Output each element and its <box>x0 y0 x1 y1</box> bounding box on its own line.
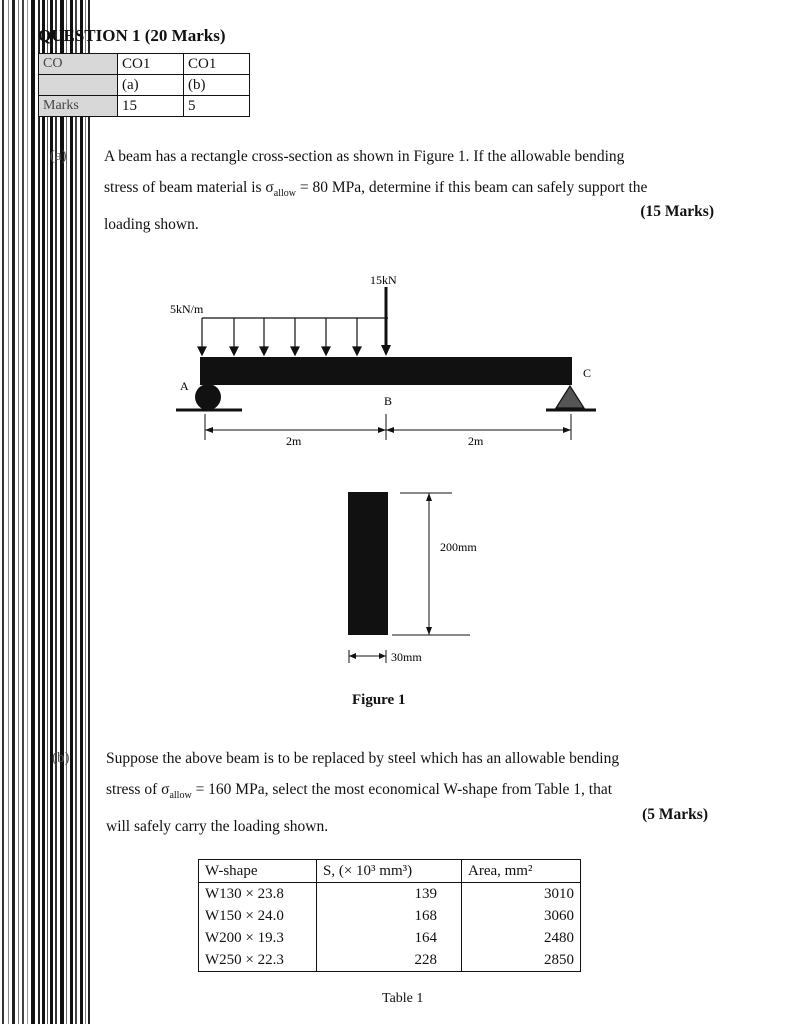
table-cell: 3010 <box>462 883 581 906</box>
part-a-line-2-post: = 80 MPa, determine if this beam can safely support the <box>296 179 648 196</box>
part-b-line-3: will safely carry the loading shown. <box>106 818 329 836</box>
part-b-line-2 <box>106 774 714 811</box>
span-2-label: 2m <box>468 434 484 448</box>
sigma-subscript: allow <box>273 188 296 200</box>
beam <box>200 357 572 385</box>
table-row <box>199 927 581 949</box>
part-a-label: (a) <box>50 148 67 164</box>
part-b-text <box>106 743 714 842</box>
co-table <box>38 53 250 117</box>
table-cell: 228 <box>317 949 462 972</box>
co-cell: CO1 <box>118 54 184 75</box>
co-table-row <box>39 54 250 75</box>
part-b-line-2-post: = 160 MPa, select the most economical W-shape from Table 1, that <box>191 781 613 798</box>
table-row <box>199 905 581 927</box>
co-cell: (a) <box>118 75 184 96</box>
co-cell: CO1 <box>184 54 250 75</box>
part-b-label: (b) <box>52 750 70 766</box>
point-load-label: 15kN <box>370 273 397 287</box>
figure-1-caption: Figure 1 <box>352 692 406 708</box>
co-table-row <box>39 96 250 117</box>
w-shape-table <box>198 859 581 972</box>
part-a-line-2-pre: stress of beam material is σ <box>104 179 274 196</box>
table-row <box>199 883 581 906</box>
table-header: Area, mm² <box>462 860 581 883</box>
table-cell: W130 × 23.8 <box>199 883 317 906</box>
depth-label: 200mm <box>440 540 477 554</box>
table-row <box>199 949 581 972</box>
part-a-line-3: loading shown. <box>104 216 199 234</box>
table-cell: 164 <box>317 927 462 949</box>
table-cell: W150 × 24.0 <box>199 905 317 927</box>
span-1-label: 2m <box>286 434 302 448</box>
support-c <box>556 386 584 408</box>
table-cell: 139 <box>317 883 462 906</box>
point-b-label: B <box>384 394 393 408</box>
udl-arrows <box>198 318 361 355</box>
table-cell: W250 × 22.3 <box>199 949 317 972</box>
udl-label: 5kN/m <box>170 302 204 316</box>
table-cell: 2850 <box>462 949 581 972</box>
table-cell: 2480 <box>462 927 581 949</box>
part-a-text <box>104 141 722 240</box>
table-1-caption: Table 1 <box>382 991 424 1006</box>
point-a-label: A <box>180 379 189 393</box>
co-cell: 5 <box>184 96 250 117</box>
part-a-line-1: A beam has a rectangle cross-section as shown in Figure 1. If the allowable bending <box>104 148 625 165</box>
part-a-line-2 <box>104 172 722 209</box>
point-load-arrowhead <box>381 345 391 356</box>
point-c-label: C <box>583 366 592 380</box>
sigma-subscript: allow <box>169 790 192 802</box>
table-cell: W200 × 19.3 <box>199 927 317 949</box>
table-header: S, (× 10³ mm³) <box>317 860 462 883</box>
support-a <box>195 384 221 410</box>
co-cell: 15 <box>118 96 184 117</box>
table-cell: 3060 <box>462 905 581 927</box>
figure-1-diagram <box>160 265 620 685</box>
table-header: W-shape <box>199 860 317 883</box>
co-table-row <box>39 75 250 96</box>
part-b-marks: (5 Marks) <box>642 806 708 823</box>
question-title: QUESTION 1 (20 Marks) <box>38 26 226 45</box>
part-a-marks: (15 Marks) <box>640 203 714 220</box>
co-row-label: CO <box>39 54 118 75</box>
table-header-row <box>199 860 581 883</box>
width-label: 30mm <box>391 650 422 664</box>
part-b-line-2-pre: stress of σ <box>106 781 170 798</box>
table-cell: 168 <box>317 905 462 927</box>
co-row-label: Marks <box>39 96 118 117</box>
part-b-line-1: Suppose the above beam is to be replaced by steel which has an allowable bending <box>106 750 620 767</box>
cross-section <box>348 492 388 635</box>
binding-edge <box>0 0 92 1024</box>
co-cell: (b) <box>184 75 250 96</box>
co-row-label <box>39 75 118 96</box>
